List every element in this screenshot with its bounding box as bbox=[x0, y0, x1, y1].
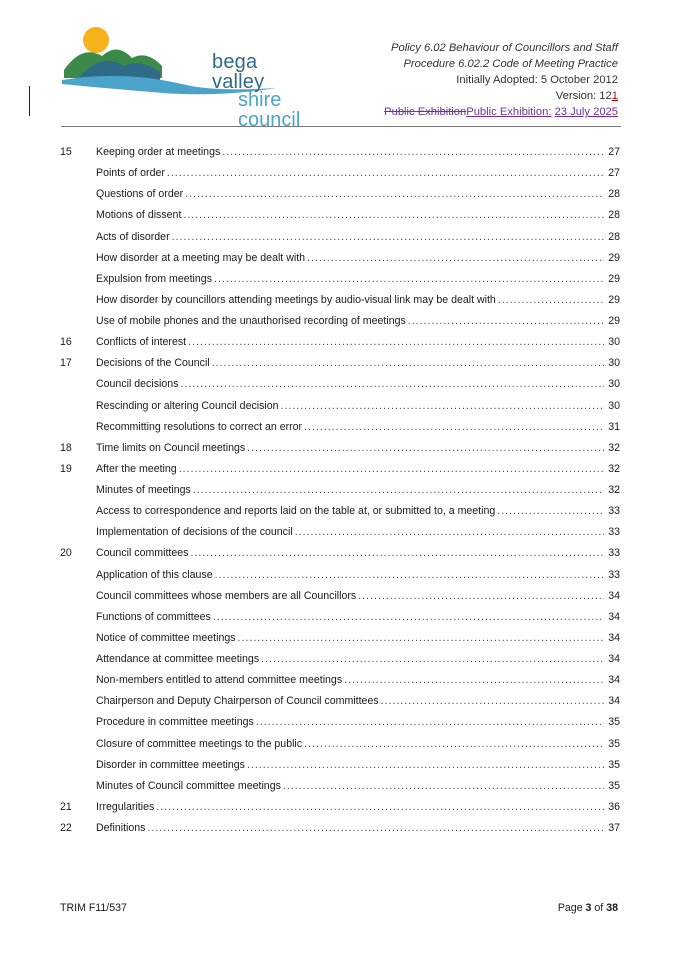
toc-entry[interactable] bbox=[60, 421, 620, 442]
toc-title[interactable]: Minutes of meetings bbox=[96, 484, 191, 496]
toc-leader bbox=[180, 378, 604, 390]
version-line bbox=[384, 88, 618, 104]
toc-page: 29 bbox=[608, 293, 620, 306]
toc-page: 32 bbox=[608, 462, 620, 475]
toc-title[interactable]: Keeping order at meetings bbox=[96, 146, 221, 158]
toc-title[interactable]: Irregularities bbox=[96, 800, 155, 813]
toc-leader bbox=[215, 569, 604, 581]
toc-page: 34 bbox=[608, 653, 620, 665]
toc-title[interactable]: Disorder in committee meetings bbox=[96, 758, 245, 771]
toc-page: 34 bbox=[608, 695, 620, 708]
toc-title[interactable]: Acts of disorder bbox=[96, 230, 170, 243]
toc-leader bbox=[190, 547, 604, 559]
page-number bbox=[558, 902, 618, 914]
toc-page: 30 bbox=[608, 378, 620, 391]
toc-entry[interactable] bbox=[60, 780, 620, 801]
toc-entry[interactable] bbox=[60, 611, 620, 632]
toc-title[interactable]: Access to correspondence and reports laid on the table at, or submitted to, a meeting bbox=[96, 505, 496, 518]
toc-entry[interactable] bbox=[60, 653, 620, 674]
toc-title[interactable]: Motions of dissent bbox=[96, 209, 182, 222]
toc-leader bbox=[281, 400, 604, 412]
toc-entry[interactable] bbox=[60, 801, 620, 822]
toc-entry[interactable] bbox=[60, 463, 620, 484]
toc-page: 33 bbox=[608, 568, 620, 581]
toc-page: 32 bbox=[608, 441, 620, 454]
toc-entry[interactable] bbox=[60, 315, 620, 336]
toc-entry[interactable] bbox=[60, 252, 620, 273]
toc-entry[interactable] bbox=[60, 526, 620, 547]
toc-leader bbox=[247, 442, 604, 454]
toc-entry[interactable] bbox=[60, 674, 620, 695]
toc-title[interactable]: Non-members entitled to attend committee meetings bbox=[96, 674, 343, 687]
toc-leader bbox=[147, 822, 604, 834]
status-inserted: Public Exhibition: bbox=[466, 106, 552, 118]
toc-page: 29 bbox=[608, 251, 620, 264]
toc-leader bbox=[247, 759, 604, 771]
toc-leader bbox=[344, 674, 604, 686]
toc-title[interactable]: Recommitting resolutions to correct an error bbox=[96, 420, 303, 433]
page-label: Page bbox=[557, 902, 583, 914]
page-current: 3 bbox=[585, 902, 592, 914]
toc-entry[interactable] bbox=[60, 738, 620, 759]
toc-leader bbox=[498, 294, 604, 306]
toc-leader bbox=[307, 252, 604, 264]
toc-entry[interactable] bbox=[60, 590, 620, 611]
toc-entry[interactable] bbox=[60, 759, 620, 780]
toc-page: 35 bbox=[608, 779, 620, 792]
toc-page: 35 bbox=[608, 737, 620, 750]
toc-leader bbox=[261, 653, 604, 665]
trim-reference: TRIM F11/537 bbox=[60, 902, 127, 914]
toc-entry[interactable] bbox=[60, 336, 620, 357]
toc-number: 20 bbox=[60, 547, 72, 560]
toc-page: 34 bbox=[608, 610, 620, 623]
toc-title[interactable]: Questions of order bbox=[96, 188, 184, 201]
toc-leader bbox=[185, 188, 604, 200]
toc-page: 32 bbox=[608, 484, 620, 496]
toc-leader bbox=[179, 463, 604, 475]
toc-page: 27 bbox=[608, 167, 620, 180]
toc-page: 34 bbox=[608, 674, 620, 687]
toc-title[interactable]: Implementation of decisions of the council bbox=[96, 526, 293, 539]
status-line bbox=[384, 104, 618, 120]
toc-leader bbox=[358, 590, 604, 602]
toc-title[interactable]: Conflicts of interest bbox=[96, 336, 187, 349]
toc-leader bbox=[172, 231, 604, 243]
toc-number: 19 bbox=[60, 462, 72, 475]
toc-page: 30 bbox=[608, 357, 620, 370]
toc-entry[interactable] bbox=[60, 822, 620, 843]
toc-leader bbox=[381, 695, 604, 707]
toc-number: 21 bbox=[60, 800, 72, 813]
page-of: of bbox=[594, 902, 604, 914]
toc-page: 33 bbox=[608, 526, 620, 539]
toc-page: 33 bbox=[608, 505, 620, 518]
toc-page: 33 bbox=[608, 547, 620, 560]
toc-title[interactable]: After the meeting bbox=[96, 462, 177, 475]
toc-entry[interactable] bbox=[60, 357, 620, 378]
toc-number: 15 bbox=[60, 146, 72, 158]
toc-title[interactable]: Application of this clause bbox=[96, 568, 213, 581]
toc-entry[interactable] bbox=[60, 294, 620, 315]
toc-leader bbox=[214, 273, 604, 285]
toc-title[interactable]: Decisions of the Council bbox=[96, 357, 210, 370]
toc-number: 18 bbox=[60, 441, 72, 454]
toc-leader bbox=[213, 611, 604, 623]
toc-leader bbox=[167, 167, 604, 179]
toc-leader bbox=[238, 632, 604, 644]
toc-page: 30 bbox=[608, 399, 620, 412]
table-of-contents bbox=[60, 146, 620, 843]
toc-entry[interactable] bbox=[60, 632, 620, 653]
toc-entry[interactable] bbox=[60, 167, 620, 188]
toc-entry[interactable] bbox=[60, 442, 620, 463]
logo-line-1: bega valley bbox=[212, 51, 265, 93]
toc-title[interactable]: Procedure in committee meetings bbox=[96, 716, 254, 729]
toc-page: 35 bbox=[608, 758, 620, 771]
toc-entry[interactable] bbox=[60, 484, 620, 505]
toc-page: 29 bbox=[608, 272, 620, 285]
toc-page: 37 bbox=[608, 822, 620, 834]
bega-valley-logo bbox=[62, 22, 301, 131]
toc-number: 16 bbox=[60, 336, 72, 349]
toc-title[interactable]: Council committees whose members are all Councillors bbox=[96, 589, 357, 602]
toc-page: 34 bbox=[608, 589, 620, 602]
page-total: 38 bbox=[606, 902, 618, 914]
toc-leader bbox=[222, 146, 604, 158]
version-revision: 1 bbox=[611, 90, 618, 102]
header-rule bbox=[61, 126, 621, 127]
toc-page: 29 bbox=[608, 315, 620, 327]
logo-wordmark bbox=[212, 52, 300, 130]
logo-line-2: shire council bbox=[238, 89, 301, 131]
toc-leader bbox=[295, 526, 604, 538]
toc-leader bbox=[212, 357, 604, 369]
toc-entry[interactable] bbox=[60, 378, 620, 399]
toc-title[interactable]: Council decisions bbox=[96, 378, 179, 391]
toc-number: 22 bbox=[60, 822, 72, 834]
toc-title[interactable]: Definitions bbox=[96, 822, 146, 834]
toc-leader bbox=[497, 505, 604, 517]
toc-entry[interactable] bbox=[60, 400, 620, 421]
toc-leader bbox=[283, 780, 604, 792]
toc-title[interactable]: Expulsion from meetings bbox=[96, 272, 212, 285]
toc-leader bbox=[193, 484, 604, 496]
version-label: Version: 12 bbox=[555, 90, 612, 102]
toc-entry[interactable] bbox=[60, 231, 620, 252]
adopted-date: Initially Adopted: 5 October 2012 bbox=[456, 74, 618, 86]
status-date: 23 July 2025 bbox=[554, 106, 618, 118]
toc-leader bbox=[256, 716, 604, 728]
toc-page: 31 bbox=[608, 420, 620, 433]
toc-title[interactable]: Minutes of Council committee meetings bbox=[96, 779, 281, 792]
toc-leader bbox=[183, 209, 604, 221]
document-header bbox=[384, 40, 618, 120]
toc-number: 17 bbox=[60, 357, 72, 370]
toc-title[interactable]: Notice of committee meetings bbox=[96, 631, 236, 644]
toc-page: 27 bbox=[608, 146, 620, 158]
toc-page: 35 bbox=[608, 716, 620, 729]
toc-entry[interactable] bbox=[60, 547, 620, 568]
toc-entry[interactable] bbox=[60, 505, 620, 526]
toc-leader bbox=[304, 421, 604, 433]
toc-title[interactable]: Functions of committees bbox=[96, 610, 211, 623]
toc-page: 30 bbox=[608, 336, 620, 349]
toc-leader bbox=[304, 738, 604, 750]
toc-title[interactable]: How disorder by councillors attending meetings by audio-visual link may be dealt with bbox=[96, 293, 496, 306]
toc-page: 28 bbox=[608, 230, 620, 243]
toc-title[interactable]: Rescinding or altering Council decision bbox=[96, 399, 279, 412]
toc-title[interactable]: Chairperson and Deputy Chairperson of Council committees bbox=[96, 695, 379, 708]
toc-page: 28 bbox=[608, 188, 620, 201]
toc-leader bbox=[188, 336, 604, 348]
toc-leader bbox=[156, 801, 604, 813]
toc-title[interactable]: Closure of committee meetings to the public bbox=[96, 737, 303, 750]
toc-title[interactable]: Council committees bbox=[96, 547, 189, 560]
toc-title[interactable]: How disorder at a meeting may be dealt with bbox=[96, 251, 306, 264]
toc-entry[interactable] bbox=[60, 209, 620, 230]
toc-entry[interactable] bbox=[60, 146, 620, 167]
toc-page: 34 bbox=[608, 631, 620, 644]
toc-title[interactable]: Points of order bbox=[96, 167, 165, 180]
toc-entry[interactable] bbox=[60, 569, 620, 590]
toc-title[interactable]: Attendance at committee meetings bbox=[96, 653, 260, 665]
toc-title[interactable]: Use of mobile phones and the unauthorised recording of meetings bbox=[96, 315, 406, 327]
policy-title: Policy 6.02 Behaviour of Councillors and Staff bbox=[391, 42, 618, 54]
procedure-title: Procedure 6.02.2 Code of Meeting Practice bbox=[403, 58, 618, 70]
toc-entry[interactable] bbox=[60, 695, 620, 716]
toc-entry[interactable] bbox=[60, 273, 620, 294]
toc-entry[interactable] bbox=[60, 716, 620, 737]
change-bar bbox=[29, 86, 30, 116]
toc-page: 28 bbox=[608, 209, 620, 222]
toc-entry[interactable] bbox=[60, 188, 620, 209]
toc-leader bbox=[408, 315, 604, 327]
toc-page: 36 bbox=[608, 800, 620, 813]
status-deleted: Public Exhibition bbox=[384, 106, 467, 118]
toc-title[interactable]: Time limits on Council meetings bbox=[96, 441, 246, 454]
